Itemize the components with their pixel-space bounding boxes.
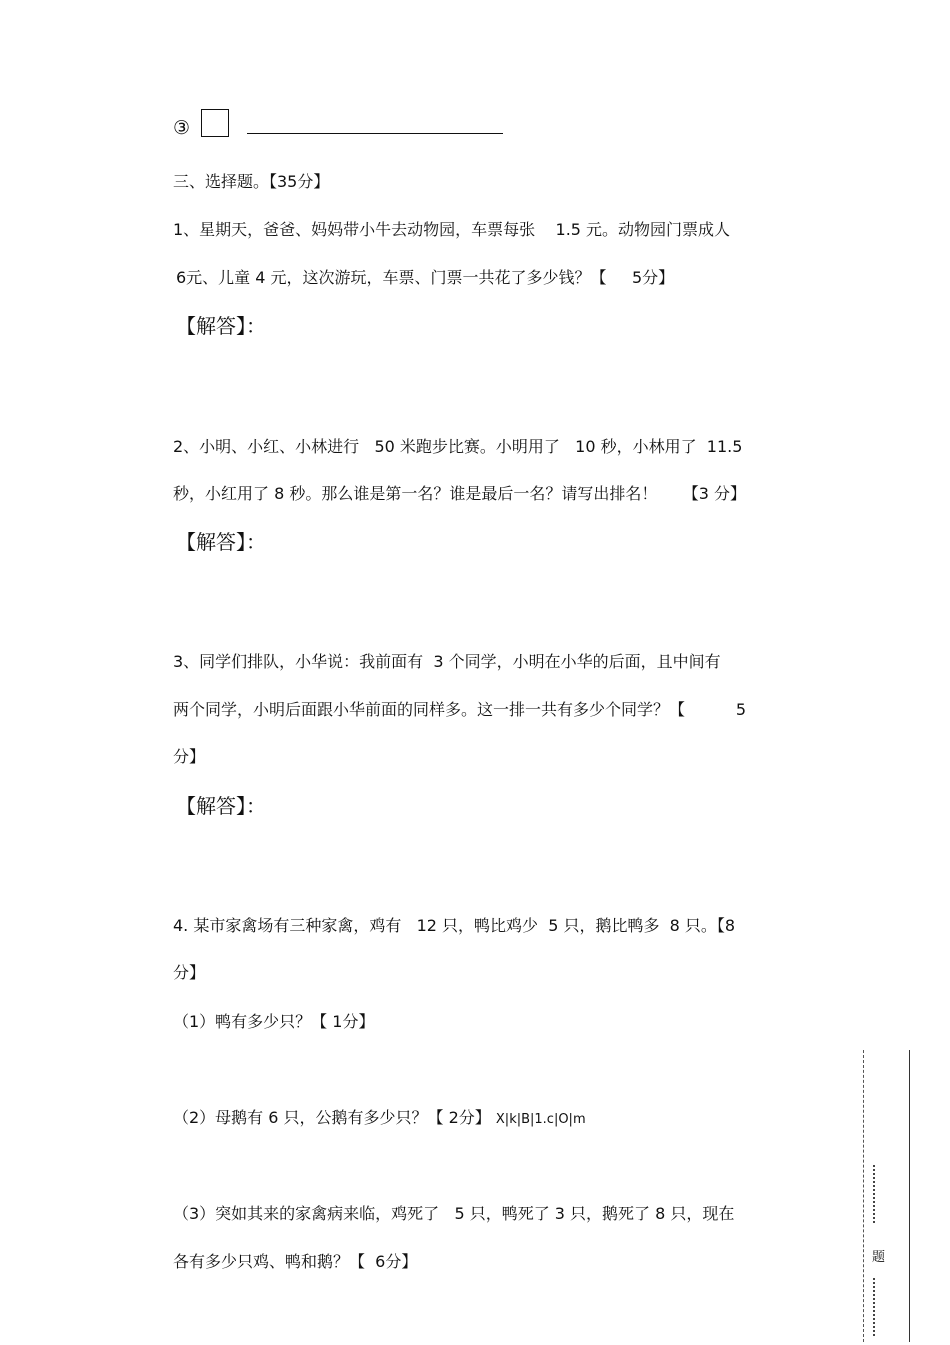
section-heading: 三、选择题。【35分】 [173,172,330,191]
item-marker: ③ [173,117,191,139]
binding-solid-line [909,1050,910,1342]
q2-line2: 秒，小红用了 8 秒。那么谁是第一名？谁是最后一名？请写出排名！ 【3 分】 [173,484,747,503]
q2-line1: 2、小明、小红、小林进行 50 米跑步比赛。小明用了 10 秒，小林用了 11.5 [173,437,743,456]
q1-line2: 6元、儿童 4 元，这次游玩，车票、门票一共花了多少钱？【 5分】 [176,268,675,287]
binding-dots-lower [873,1278,881,1336]
q4-sub1: （1）鸭有多少只？【 1分】 [173,1012,375,1031]
q3-line1: 3、同学们排队，小华说：我前面有 3 个同学，小明在小华的后面，且中间有 [173,652,721,671]
q4-sub2 [173,1108,586,1130]
q4-line1: 4. 某市家禽场有三种家禽，鸡有 12 只，鸭比鸡少 5 只，鹅比鸭多 8 只。【8 [173,916,736,935]
q4-sub3-line2: 各有多少只鸡、鸭和鹅？【 6分】 [173,1252,418,1271]
q1-line1: 1、星期天，爸爸、妈妈带小牛去动物园，车票每张 1.5 元。动物园门票成人 [173,220,731,239]
margin-label: 题 [872,1250,886,1265]
q3-answer-label: 【解答】： [176,794,266,818]
q3-line2: 两个同学，小明后面跟小华前面的同样多。这一排一共有多少个同学？【 5 [173,700,747,719]
answer-line[interactable] [247,133,503,134]
q4-sub3-line1: （3）突如其来的家禽病来临，鸡死了 5 只，鸭死了 3 只，鹅死了 8 只，现在 [173,1204,735,1223]
q1-answer-label: 【解答】： [176,314,266,338]
q2-answer-label: 【解答】： [176,530,266,554]
binding-dashed-line [863,1050,864,1342]
q4-sub2-text: （2）母鹅有 6 只，公鹅有多少只？【 2分】 [173,1108,491,1127]
watermark-text: X|k|B|1.c|O|m [495,1112,586,1127]
answer-box[interactable] [201,109,229,137]
q3-line3: 分】 [173,747,206,766]
binding-dots-upper [873,1165,881,1223]
q4-line2: 分】 [173,963,206,982]
